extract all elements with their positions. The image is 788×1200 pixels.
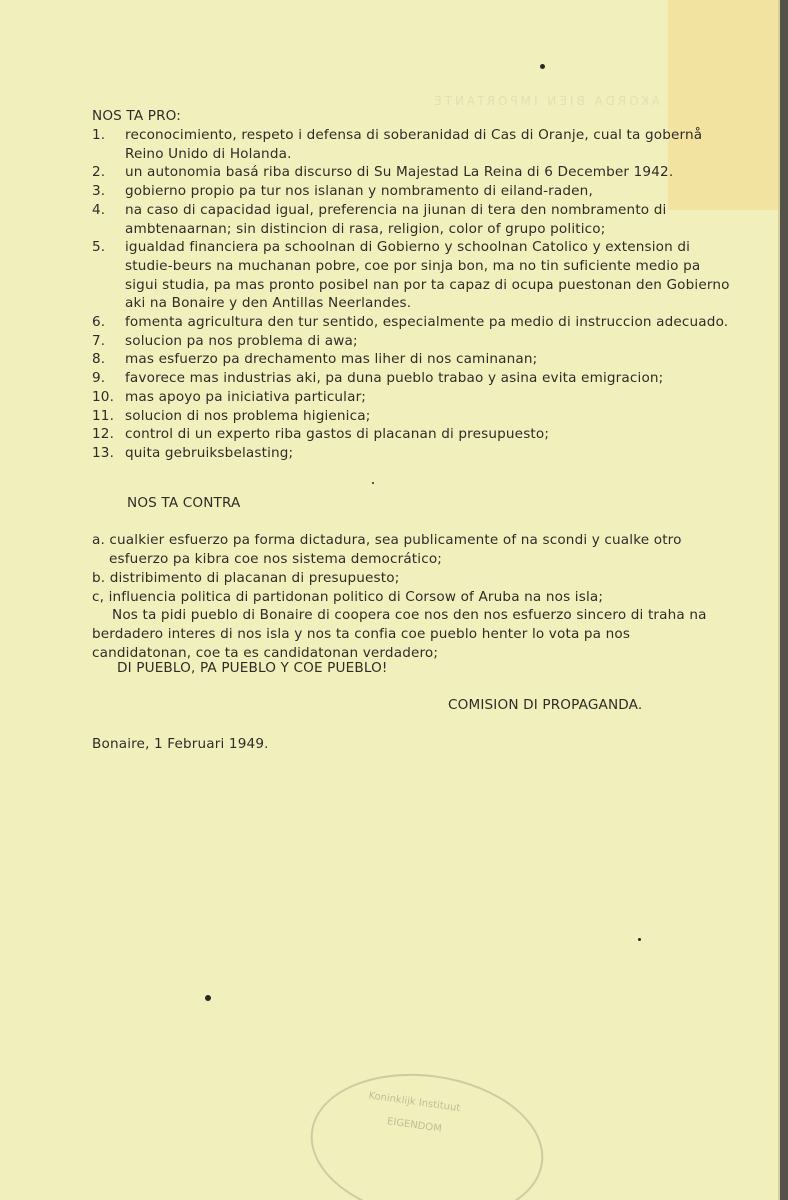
pro-item-number: 8. bbox=[92, 351, 106, 368]
pro-item-number: 9. bbox=[92, 370, 106, 387]
pro-item-text: solucion di nos problema higienica; bbox=[125, 407, 371, 424]
pro-item-text: solucion pa nos problema di awa; bbox=[125, 332, 358, 349]
pro-item-text: control di un experto riba gastos di placanan di presupuesto; bbox=[125, 426, 550, 443]
pro-list-item bbox=[92, 350, 732, 369]
pro-item-number: 1. bbox=[92, 127, 106, 143]
pro-list-item bbox=[92, 163, 732, 182]
pro-list-item bbox=[92, 332, 732, 351]
pro-item-number: 3. bbox=[92, 183, 106, 200]
pro-item-text: gobierno propio pa tur nos islanan y nombramento di eiland-raden, bbox=[125, 183, 593, 200]
heading-nos-ta-pro: NOS TA PRO: bbox=[92, 108, 182, 124]
ink-speck bbox=[372, 482, 374, 484]
pro-item-text: mas apoyo pa iniciativa particular; bbox=[125, 388, 367, 405]
pro-item-number: 12. bbox=[92, 426, 115, 443]
pro-list-item bbox=[92, 407, 732, 426]
contra-list bbox=[92, 531, 732, 607]
pro-list-item bbox=[92, 313, 732, 332]
stamp-text: Koninklijk Instituut bbox=[367, 1090, 461, 1115]
pro-list-item bbox=[92, 369, 732, 388]
pro-list-item bbox=[92, 444, 732, 463]
bleed-through-text: AKORDA BIEN IMPORTANTE bbox=[431, 94, 660, 108]
pro-list-item bbox=[92, 425, 732, 444]
pro-item-text: na caso di capacidad igual, preferencia na jiunan di tera den nombramento di ambtenaarnan; sin distincion di rasa, religion, color of grupo politico; bbox=[125, 201, 667, 237]
slogan: DI PUEBLO, PA PUEBLO Y COE PUEBLO! bbox=[117, 660, 388, 676]
date-line: Bonaire, 1 Februari 1949. bbox=[92, 736, 269, 752]
signature-committee: COMISION DI PROPAGANDA. bbox=[448, 697, 643, 713]
pro-item-text: fomenta agricultura den tur sentido, especialmente pa medio di instruccion adecuado. bbox=[125, 314, 729, 331]
pro-item-text: un autonomia basá riba discurso di Su Majestad La Reina di 6 December 1942. bbox=[125, 164, 674, 181]
stamp-text: EIGENDOM bbox=[386, 1116, 443, 1135]
closing-paragraph: Nos ta pidi pueblo di Bonaire di coopera coe nos den nos esfuerzo sincero di traha na berdadero interes di nos isla y nos ta confia coe pueblo henter lo vota pa nos candidatonan, coe ta es candidatonan verdadero; bbox=[92, 607, 707, 661]
pro-item-number: 4. bbox=[92, 201, 106, 218]
pro-item-text: favorece mas industrias aki, pa duna pueblo trabao y asina evita emigracion; bbox=[125, 370, 664, 387]
pro-item-text: quita gebruiksbelasting; bbox=[125, 444, 294, 461]
contra-list-item: c, influencia politica di partidonan politico di Corsow of Aruba na nos isla; bbox=[92, 589, 604, 605]
pro-list-item bbox=[92, 182, 732, 201]
pro-list-item bbox=[92, 388, 732, 407]
heading-nos-ta-contra: NOS TA CONTRA bbox=[127, 495, 241, 511]
ink-speck bbox=[638, 938, 641, 941]
pro-item-number: 7. bbox=[92, 332, 106, 349]
pro-item-number: 2. bbox=[92, 164, 106, 181]
pro-item-number: 10. bbox=[92, 388, 115, 405]
pro-list-item bbox=[92, 201, 732, 238]
ink-speck bbox=[540, 64, 545, 69]
pro-list-item bbox=[92, 126, 732, 163]
contra-list-item: b. distribimento di placanan di presupuesto; bbox=[92, 570, 400, 586]
ink-speck bbox=[205, 995, 211, 1001]
pro-item-number: 13. bbox=[92, 444, 115, 461]
contra-list-item: a. cualkier esfuerzo pa forma dictadura, sea publicamente of na scondi y cualke otro esfuerzo pa kibra coe nos sistema democrático; bbox=[92, 532, 682, 567]
pro-item-text: igualdad financiera pa schoolnan di Gobierno y schoolnan Catolico y extension di studie-beurs na muchanan pobre, coe por sinja bon, ma no tin suficiente medio pa sigui studia, pa mas pronto posibel nan por ta capaz di ocupa puestonan den Gobierno aki na Bonaire y den Antillas Neerlandes. bbox=[125, 239, 730, 312]
pro-item-text: reconocimiento, respeto i defensa di soberanidad di Cas di Oranje, cual ta gobernå Reino Unido di Holanda. bbox=[125, 127, 703, 162]
pro-item-text: mas esfuerzo pa drechamento mas liher di nos caminanan; bbox=[125, 351, 538, 368]
pro-item-number: 5. bbox=[92, 239, 106, 256]
pro-item-number: 11. bbox=[92, 407, 115, 424]
pro-list-item bbox=[92, 238, 732, 313]
pro-item-number: 6. bbox=[92, 314, 106, 331]
pro-list bbox=[92, 126, 732, 463]
